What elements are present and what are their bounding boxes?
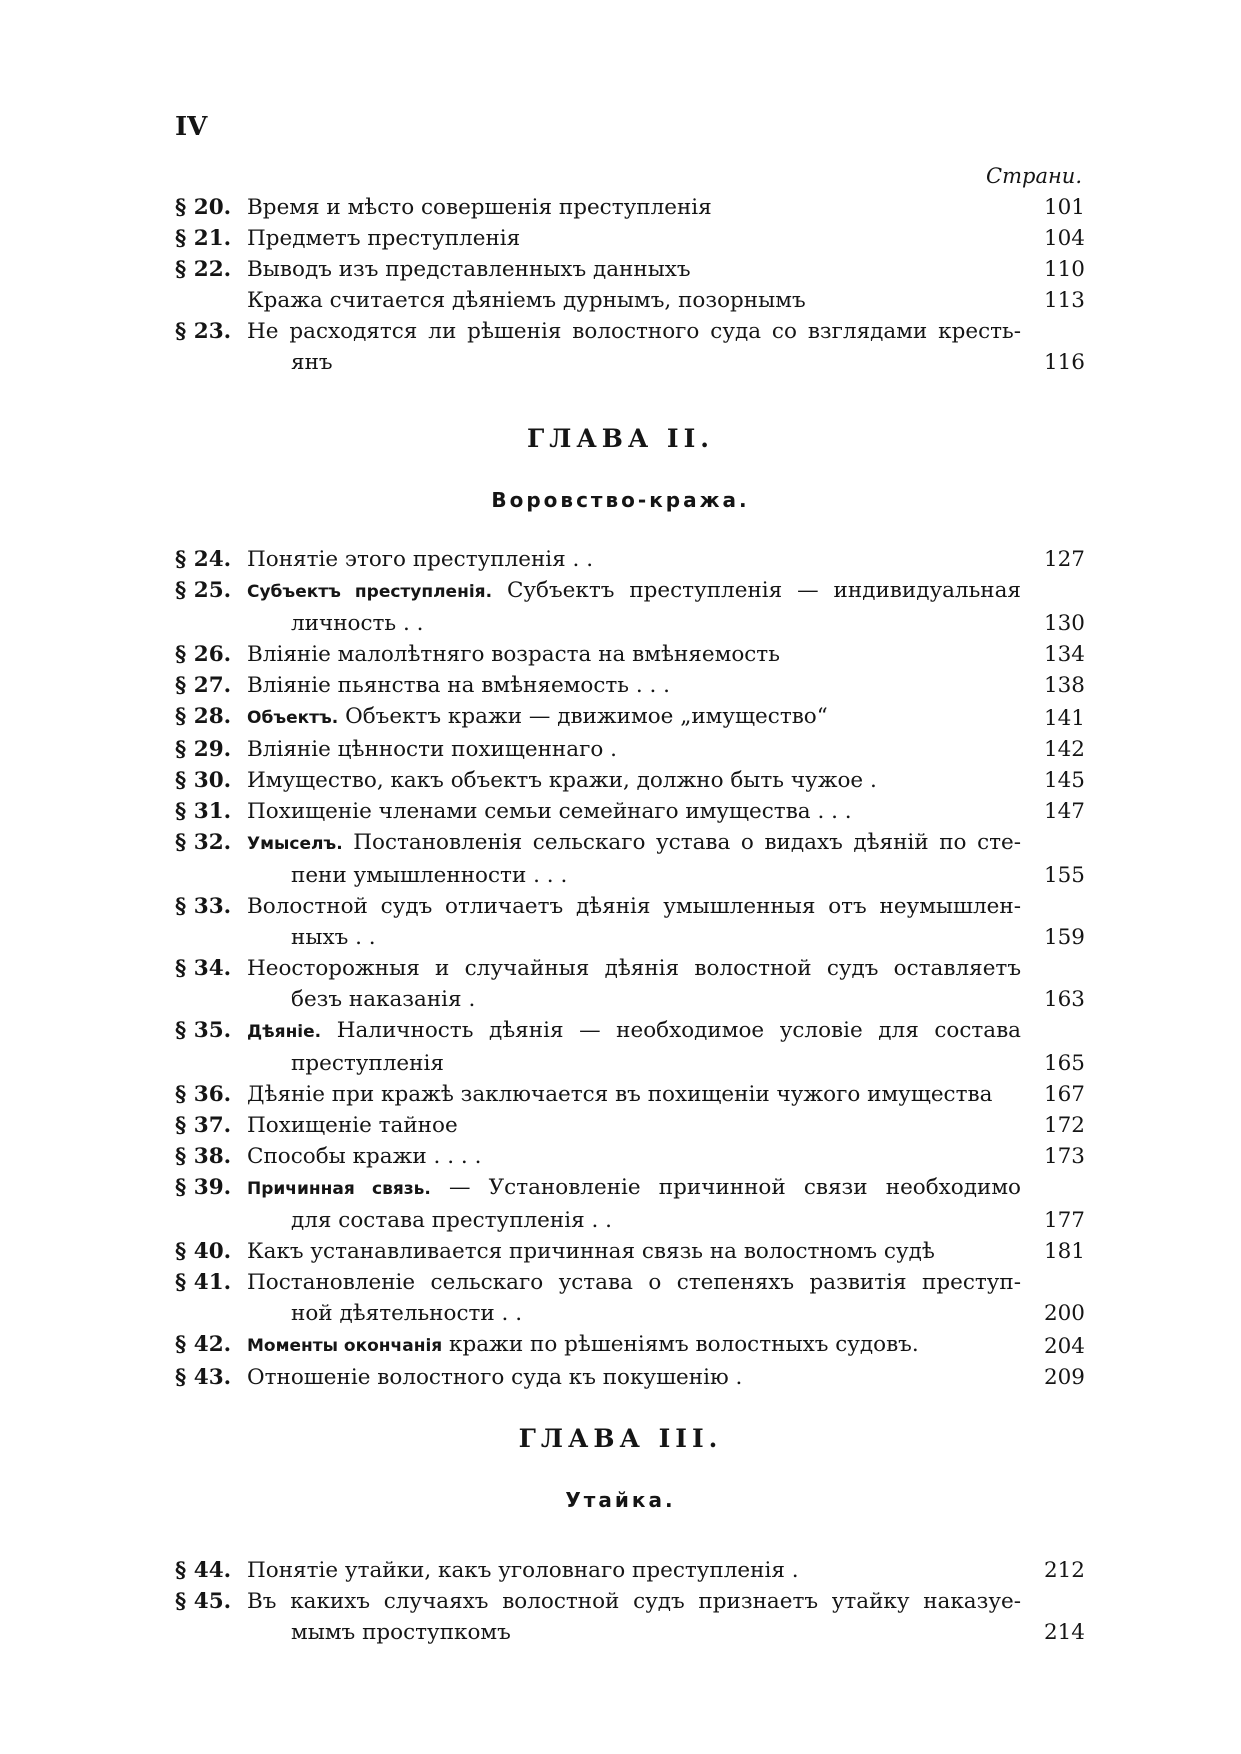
entry-title-line — [247, 254, 1021, 285]
section-number: § 26. — [175, 642, 232, 667]
entry-text: Вліяніе цѣнности похищеннаго . — [247, 737, 617, 762]
entry-title — [247, 1141, 1033, 1172]
section-number: § 43. — [175, 1365, 232, 1390]
entry-title — [247, 639, 1033, 670]
entry-title — [247, 192, 1033, 223]
toc-entry — [175, 285, 1085, 316]
section-number: § 38. — [175, 1144, 232, 1169]
entry-title-line-1 — [247, 891, 1021, 922]
section-number: § 35. — [175, 1018, 232, 1043]
entry-text: Похищеніе тайное — [247, 1113, 458, 1138]
page-ref: 209 — [1043, 1365, 1085, 1390]
entry-title-line-1 — [247, 1015, 1021, 1048]
chapter-3-subtitle: Утайка. — [565, 1488, 676, 1512]
toc-entry — [175, 1586, 1085, 1648]
toc-entry — [175, 670, 1085, 701]
entry-title — [247, 1236, 1033, 1267]
toc-entry — [175, 254, 1085, 285]
toc-block-2 — [175, 544, 1085, 1393]
entry-title — [247, 1110, 1033, 1141]
page-ref: 101 — [1043, 195, 1085, 220]
entry-title-line — [247, 734, 1021, 765]
entry-title-line — [247, 223, 1021, 254]
entry-title-line — [247, 701, 1021, 734]
page-ref: 113 — [1043, 288, 1085, 313]
page-ref: 130 — [1043, 611, 1085, 636]
entry-title-line-2: для состава преступленія . . — [291, 1208, 613, 1233]
entry-text: Похищеніе членами семьи семейнаго имущества . . . — [247, 799, 852, 824]
toc-entry — [175, 192, 1085, 223]
entry-title-line — [247, 1329, 1021, 1362]
chapter-3-title: ГЛАВА III. — [518, 1424, 723, 1453]
page-ref: 127 — [1043, 547, 1085, 572]
toc-entry — [175, 953, 1085, 1015]
toc-entry — [175, 1015, 1085, 1079]
toc-entry — [175, 575, 1085, 639]
page-ref: 155 — [1043, 863, 1085, 888]
toc-entry — [175, 891, 1085, 953]
entry-title — [247, 544, 1033, 575]
page-number: IV — [175, 112, 208, 142]
entry-title-line-2: ной дѣятельности . . — [291, 1301, 523, 1326]
entry-title — [247, 796, 1033, 827]
entry-keyword: Причинная связь. — [247, 1179, 431, 1199]
entry-title — [247, 891, 1033, 953]
entry-text: Объектъ кражи — движимое „имущество“ — [338, 704, 828, 729]
toc-entry — [175, 1079, 1085, 1110]
page-ref: 200 — [1043, 1301, 1085, 1326]
entry-title-line-2: ныхъ . . — [291, 925, 376, 950]
entry-title-line-2: личность . . — [291, 611, 424, 636]
section-number: § 23. — [175, 319, 232, 344]
entry-text: Имущество, какъ объектъ кражи, должно быть чужое . — [247, 768, 877, 793]
entry-title-line — [247, 765, 1021, 796]
chapter-2-title: ГЛАВА II. — [526, 424, 715, 453]
entry-text: Въ какихъ случаяхъ волостной судъ признаетъ утайку наказуе- — [247, 1589, 1021, 1614]
entry-keyword: Моменты окончанія — [247, 1336, 443, 1356]
toc-entry — [175, 1110, 1085, 1141]
entry-title-line-1 — [247, 575, 1021, 608]
entry-title-line-1 — [247, 1267, 1021, 1298]
entry-title — [247, 1586, 1033, 1648]
entry-title-line-1 — [247, 827, 1021, 860]
entry-text: Наличность дѣянія — необходимое условіе для состава — [321, 1018, 1021, 1043]
page-ref: 138 — [1043, 673, 1085, 698]
section-number: § 25. — [175, 578, 232, 603]
section-number: § 37. — [175, 1113, 232, 1138]
page-ref: 141 — [1043, 706, 1085, 731]
section-number: § 28. — [175, 704, 232, 729]
entry-title — [247, 670, 1033, 701]
toc-entry — [175, 796, 1085, 827]
entry-title-line — [247, 1236, 1021, 1267]
entry-title-line-2: безъ наказанія . — [291, 987, 476, 1012]
section-number: § 45. — [175, 1589, 232, 1614]
entry-title — [247, 827, 1033, 891]
entry-title — [247, 223, 1033, 254]
toc-entry — [175, 1329, 1085, 1362]
entry-text: Неосторожныя и случайныя дѣянія волостной судъ оставляетъ — [247, 956, 1021, 981]
entry-title-line-2: мымъ проступкомъ — [291, 1620, 511, 1645]
entry-title-line-1 — [247, 1586, 1021, 1617]
entry-title-line — [247, 1141, 1021, 1172]
entry-text: Способы кражи . . . . — [247, 1144, 482, 1169]
entry-text: Предметъ преступленія — [247, 226, 521, 251]
entry-keyword: Умыселъ. — [247, 834, 343, 854]
entry-title — [247, 575, 1033, 639]
entry-title-line — [247, 639, 1021, 670]
entry-title-line — [247, 1079, 1021, 1110]
toc-entry — [175, 701, 1085, 734]
section-number: § 42. — [175, 1332, 232, 1357]
entry-text: Кража считается дѣяніемъ дурнымъ, позорнымъ — [247, 288, 806, 313]
page-ref: 163 — [1043, 987, 1085, 1012]
entry-text: Вліяніе малолѣтняго возраста на вмѣняемость — [247, 642, 780, 667]
section-number: § 34. — [175, 956, 232, 981]
page-ref: 116 — [1043, 350, 1085, 375]
entry-title — [247, 316, 1033, 378]
entry-title — [247, 1267, 1033, 1329]
entry-text: Субъектъ преступленія — индивидуальная — [492, 578, 1021, 603]
page-ref: 172 — [1043, 1113, 1085, 1138]
entry-keyword: Дѣяніе. — [247, 1022, 322, 1042]
page-ref: 147 — [1043, 799, 1085, 824]
toc-entry — [175, 827, 1085, 891]
entry-title-line-2: преступленія — [291, 1051, 444, 1076]
entry-text: кражи по рѣшеніямъ волостныхъ судовъ. — [442, 1332, 919, 1357]
entry-title — [247, 1172, 1033, 1236]
toc-block-1 — [175, 192, 1085, 378]
section-number: § 24. — [175, 547, 232, 572]
section-number: § 22. — [175, 257, 232, 282]
section-number: § 44. — [175, 1558, 232, 1583]
entry-title-line-2: янъ — [291, 350, 333, 375]
section-number: § 30. — [175, 768, 232, 793]
toc-entry — [175, 1236, 1085, 1267]
toc-entry — [175, 639, 1085, 670]
entry-title-line-1 — [247, 316, 1021, 347]
page-ref: 173 — [1043, 1144, 1085, 1169]
entry-title — [247, 701, 1033, 734]
entry-text: Не расходятся ли рѣшенія волостного суда со взглядами кресть- — [247, 319, 1021, 344]
entry-title-line-2: пени умышленности . . . — [291, 863, 568, 888]
entry-text: Понятіе этого преступленія . . — [247, 547, 594, 572]
section-number: § 40. — [175, 1239, 232, 1264]
entry-title — [247, 1079, 1033, 1110]
entry-title — [247, 1329, 1033, 1362]
section-number: § 36. — [175, 1082, 232, 1107]
page-ref: 142 — [1043, 737, 1085, 762]
entry-title — [247, 765, 1033, 796]
section-number: § 31. — [175, 799, 232, 824]
section-number: § 21. — [175, 226, 232, 251]
entry-text: Вліяніе пьянства на вмѣняемость . . . — [247, 673, 670, 698]
page-ref: 214 — [1043, 1620, 1085, 1645]
entry-title-line — [247, 1110, 1021, 1141]
section-number: § 32. — [175, 830, 232, 855]
page-ref: 212 — [1043, 1558, 1085, 1583]
entry-title-line — [247, 1555, 1021, 1586]
entry-title-line-1 — [247, 1172, 1021, 1205]
toc-entry — [175, 1141, 1085, 1172]
section-number: § 41. — [175, 1270, 232, 1295]
entry-text: Волостной судъ отличаетъ дѣянія умышленныя отъ неумышлен- — [247, 894, 1021, 919]
entry-text: Дѣяніе при кражѣ заключается въ похищеніи чужого имущества — [247, 1082, 993, 1107]
page-ref: 159 — [1043, 925, 1085, 950]
toc-entry — [175, 734, 1085, 765]
section-number: § 39. — [175, 1175, 232, 1200]
page-ref: 145 — [1043, 768, 1085, 793]
chapter-2-subtitle: Воровство-кража. — [491, 488, 750, 512]
entry-title-line — [247, 796, 1021, 827]
entry-title — [247, 254, 1033, 285]
entry-title — [247, 734, 1033, 765]
section-number: § 27. — [175, 673, 232, 698]
page-ref: 134 — [1043, 642, 1085, 667]
toc-entry — [175, 1362, 1085, 1393]
entry-text: Выводъ изъ представленныхъ данныхъ — [247, 257, 691, 282]
entry-title — [247, 953, 1033, 1015]
entry-title-line — [247, 670, 1021, 701]
page-ref: 110 — [1043, 257, 1085, 282]
entry-keyword: Субъектъ преступленія. — [247, 582, 493, 602]
entry-text: Постановленіе сельскаго устава о степеняхъ развитія преступ- — [247, 1270, 1021, 1295]
entry-keyword: Объектъ. — [247, 708, 339, 728]
section-number: § 33. — [175, 894, 232, 919]
page-ref: 104 — [1043, 226, 1085, 251]
page-ref: 177 — [1043, 1208, 1085, 1233]
entry-title — [247, 1362, 1033, 1393]
entry-title — [247, 1015, 1033, 1079]
page-column-header: Страни. — [986, 164, 1082, 188]
page-ref: 181 — [1043, 1239, 1085, 1264]
page-ref: 204 — [1043, 1334, 1085, 1359]
page-ref: 165 — [1043, 1051, 1085, 1076]
entry-title-line — [247, 1362, 1021, 1393]
entry-text: Какъ устанавливается причинная связь на волостномъ судѣ — [247, 1239, 935, 1264]
entry-text: — Установленіе причинной связи необходимо — [430, 1175, 1021, 1200]
section-number: § 29. — [175, 737, 232, 762]
toc-entry — [175, 1555, 1085, 1586]
entry-text: Понятіе утайки, какъ уголовнаго преступленія . — [247, 1558, 799, 1583]
entry-title-line-1 — [247, 953, 1021, 984]
toc-entry — [175, 765, 1085, 796]
toc-entry — [175, 1172, 1085, 1236]
entry-title-line — [247, 192, 1021, 223]
toc-entry — [175, 223, 1085, 254]
entry-title-line — [247, 544, 1021, 575]
toc-entry — [175, 1267, 1085, 1329]
entry-title-line — [247, 285, 1021, 316]
section-number: § 20. — [175, 195, 232, 220]
page-ref: 167 — [1043, 1082, 1085, 1107]
entry-title — [247, 1555, 1033, 1586]
toc-block-3 — [175, 1555, 1085, 1648]
entry-text: Отношеніе волостного суда къ покушенію . — [247, 1365, 743, 1390]
toc-entry — [175, 316, 1085, 378]
toc-entry — [175, 544, 1085, 575]
entry-text: Время и мѣсто совершенія преступленія — [247, 195, 712, 220]
entry-text: Постановленія сельскаго устава о видахъ дѣяній по сте- — [342, 830, 1021, 855]
entry-title — [247, 285, 1033, 316]
